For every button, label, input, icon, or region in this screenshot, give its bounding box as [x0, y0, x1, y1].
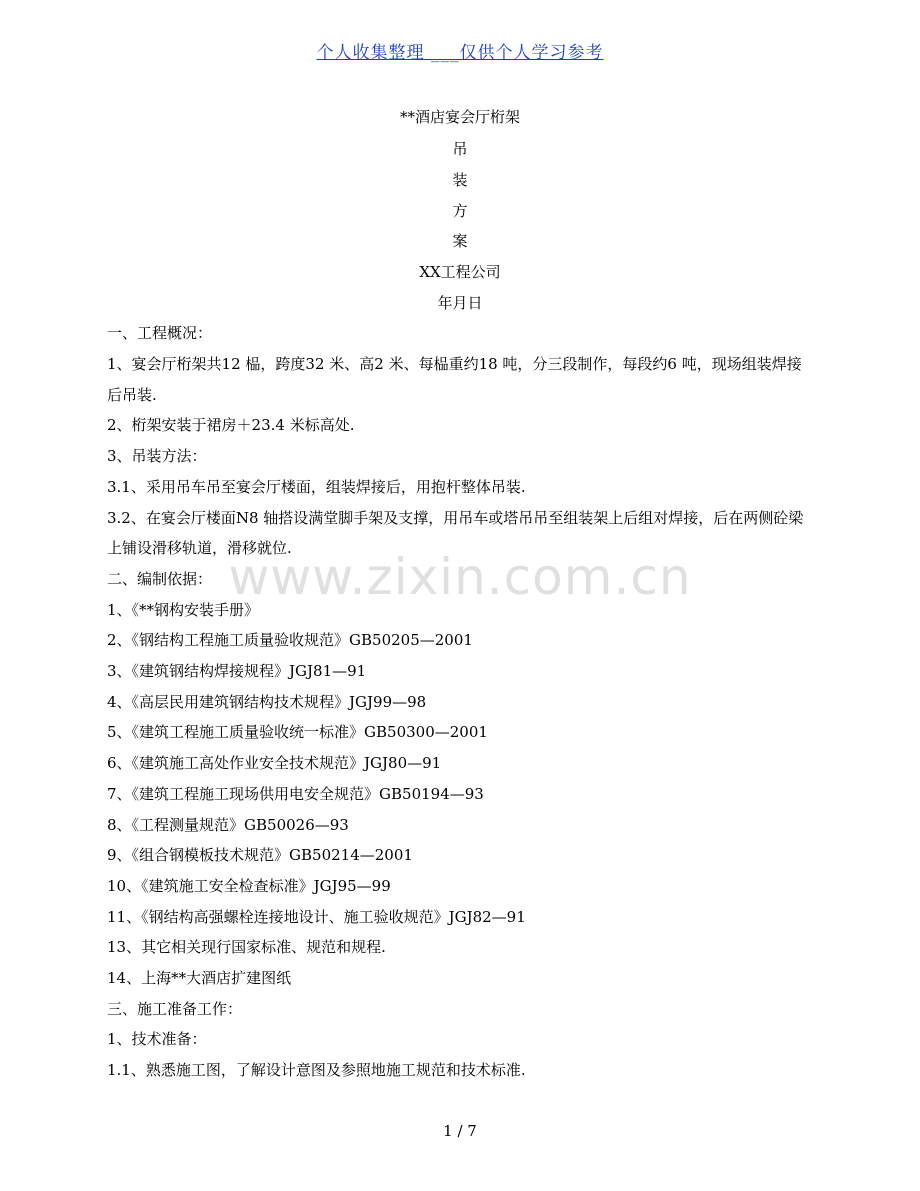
title-char: 装 [452, 171, 468, 189]
body-line: 一、工程概况： [107, 324, 213, 342]
document-date: 年月日 [437, 294, 483, 312]
body-line: 10、《建筑施工安全检查标准》JGJ95—99 [107, 877, 391, 895]
body-line: 4、《高层民用建筑钢结构技术规程》JGJ99—98 [107, 693, 427, 711]
body-line: 后吊装. [107, 386, 157, 404]
body-line: 11、《钢结构高强螺栓连接地设计、施工验收规范》JGJ82—91 [107, 908, 526, 926]
body-line: 1、技术准备： [107, 1030, 207, 1048]
body-line: 二、编制依据： [107, 570, 213, 588]
body-line: 8、《工程测量规范》GB50026—93 [107, 816, 349, 834]
body-line: 2、《钢结构工程施工质量验收规范》GB50205—2001 [107, 631, 473, 649]
body-line: 三、施工准备工作： [107, 1000, 243, 1018]
title-char: 吊 [452, 140, 468, 158]
body-line: 3.2、在宴会厅楼面N8 轴搭设满堂脚手架及支撑，用吊车或塔吊吊至组装架上后组对焊接，后在两侧砼梁 [107, 509, 804, 527]
body-line: 6、《建筑施工高处作业安全技术规范》JGJ80—91 [107, 754, 442, 772]
body-line: 7、《建筑工程施工现场供用电安全规范》GB50194—93 [107, 785, 484, 803]
body-line: 3、《建筑钢结构焊接规程》JGJ81—91 [107, 662, 367, 680]
body-line: 13、其它相关现行国家标准、规范和规程. [107, 938, 386, 956]
page-number: 1 / 7 [443, 1122, 477, 1140]
body-line: 2、桁架安装于裙房＋23.4 米标高处. [107, 416, 355, 434]
header-link[interactable]: 个人收集整理 ___仅供个人学习参考 [316, 43, 604, 63]
body-line: 9、《组合钢模板技术规范》GB50214—2001 [107, 846, 413, 864]
document-title: **酒店宴会厅桁架 [399, 108, 520, 126]
body-line: 3、吊装方法： [107, 447, 207, 465]
title-char: 案 [452, 232, 468, 250]
body-line: 1、《**钢构安装手册》 [107, 601, 260, 619]
body-line: 14、上海**大酒店扩建图纸 [107, 969, 292, 987]
body-line: 1.1、熟悉施工图，了解设计意图及参照地施工规范和技术标准. [107, 1061, 526, 1079]
body-line: 1、宴会厅桁架共12 榀，跨度32 米、高2 米、每榀重约18 吨，分三段制作，每段约6 吨，现场组装焊接 [107, 355, 802, 373]
title-char: 方 [452, 202, 468, 220]
watermark: www.zixin.com.cn [228, 548, 692, 606]
body-line: 上铺设滑移轨道，滑移就位. [107, 539, 292, 557]
company-name: XX工程公司 [419, 263, 501, 281]
body-line: 5、《建筑工程施工质量验收统一标准》GB50300—2001 [107, 723, 488, 741]
body-line: 3.1、采用吊车吊至宴会厅楼面，组装焊接后，用抱杆整体吊装. [107, 478, 526, 496]
